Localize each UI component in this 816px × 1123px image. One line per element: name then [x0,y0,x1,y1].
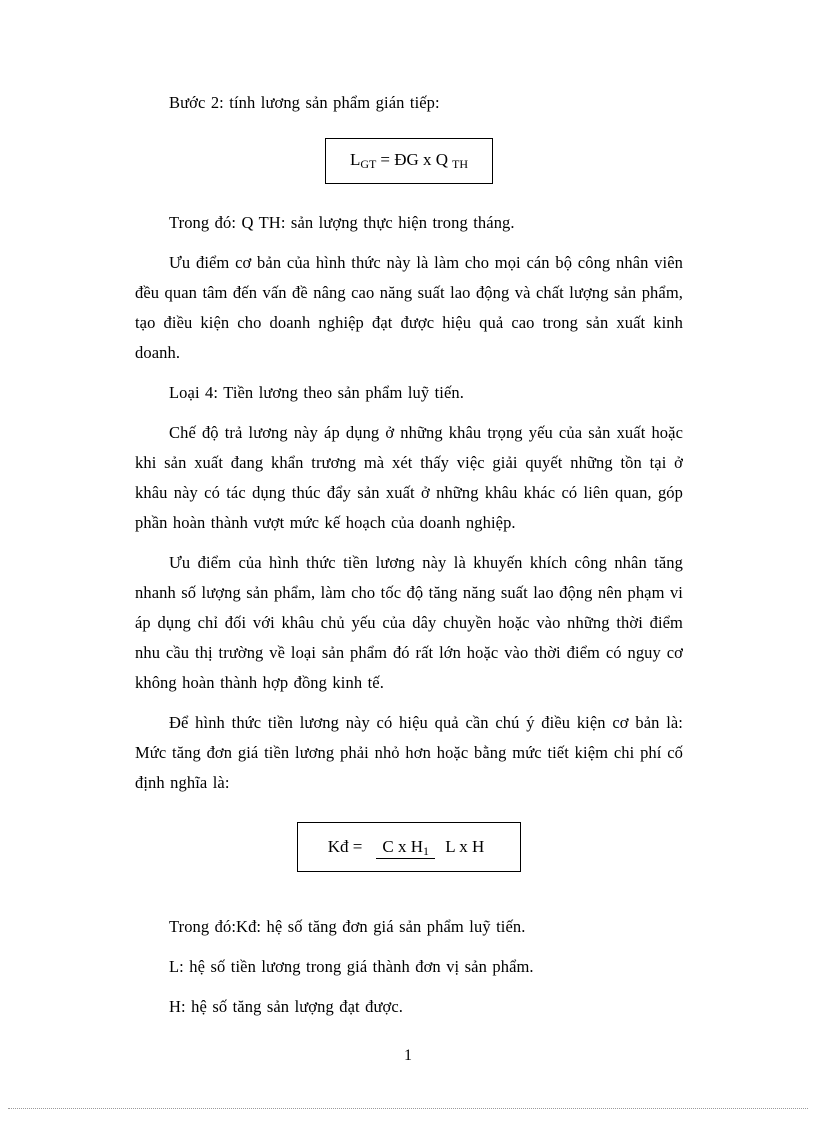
formula-block-lgt [135,138,683,184]
formula-lgt-lhs: L [349,150,361,169]
page-number: 1 [404,1047,412,1064]
formula-kd-fraction [376,837,490,857]
paragraph-step-2: Bước 2: tính lương sản phẩm gián tiếp: [169,93,440,112]
paragraph-advantages-2: Ưu điểm của hình thức tiền lương này là khuyến khích công nhân tăng nhanh số lượng sản phẩm, làm cho tốc độ tăng năng suất lao động nên phạm vi áp dụng chỉ đối với khâu chủ yếu của dây chuyền hoặc vào những thời điểm nhu cầu thị trường về loại sản phẩm đó rất lớn hoặc vào thời điểm có nguy cơ không hoàn thành hợp đồng kinh tế. [135,553,683,692]
paragraph-regime-description: Chế độ trả lương này áp dụng ở những khâu trọng yếu của sản xuất hoặc khi sản xuất đang khẩn trương mà xét thấy việc giải quyết những tồn tại ở khâu này có tác dụng thúc đẩy sản xuất ở những khâu khác có liên quan, góp phần hoàn thành vượt mức kế hoạch của doanh nghiệp. [135,423,683,532]
formula-lgt-equals: = ĐG x Q [380,150,449,169]
formula-lgt-rhs-subscript: TH [452,157,469,171]
formula-block-kd [135,822,683,872]
paragraph-where-h: H: hệ số tăng sản lượng đạt được. [169,997,403,1016]
formula-kd-lhs: Kđ = [327,837,363,856]
paragraph-where-l: L: hệ số tiền lương trong giá thành đơn vị sản phẩm. [169,957,534,976]
paragraph-advantages-1: Ưu điểm cơ bản của hình thức này là làm cho mọi cán bộ công nhân viên đều quan tâm đến vấn đề nâng cao năng suất lao động và chất lượng sản phẩm, tạo điều kiện cho doanh nghiệp đạt được hiệu quả cao trong sản xuất kinh doanh. [135,253,683,362]
formula-kd-numerator [376,837,435,859]
paragraph-where-kd: Trong đó:Kđ: hệ số tăng đơn giá sản phẩm luỹ tiến. [169,917,526,936]
formula-kd-denominator: L x H [445,837,485,856]
paragraph-conditions: Để hình thức tiền lương này có hiệu quả cần chú ý điều kiện cơ bản là: Mức tăng đơn giá tiền lương phải nhỏ hơn hoặc bằng mức tiết kiệm chi phí cố định nghĩa là: [135,713,683,792]
paragraph-where-qth: Trong đó: Q TH: sản lượng thực hiện trong tháng. [169,213,515,232]
formula-kd-numerator-subscript: 1 [422,844,429,858]
footer-divider [8,1108,808,1109]
formula-lgt-lhs-subscript: GT [360,157,377,171]
formula-box-kd [297,822,522,872]
document-body [135,88,683,1022]
paragraph-type-4-heading: Loại 4: Tiền lương theo sản phẩm luỹ tiến. [169,383,464,402]
formula-kd-numerator-text: C x H [382,837,423,856]
formula-box-lgt [325,138,493,184]
